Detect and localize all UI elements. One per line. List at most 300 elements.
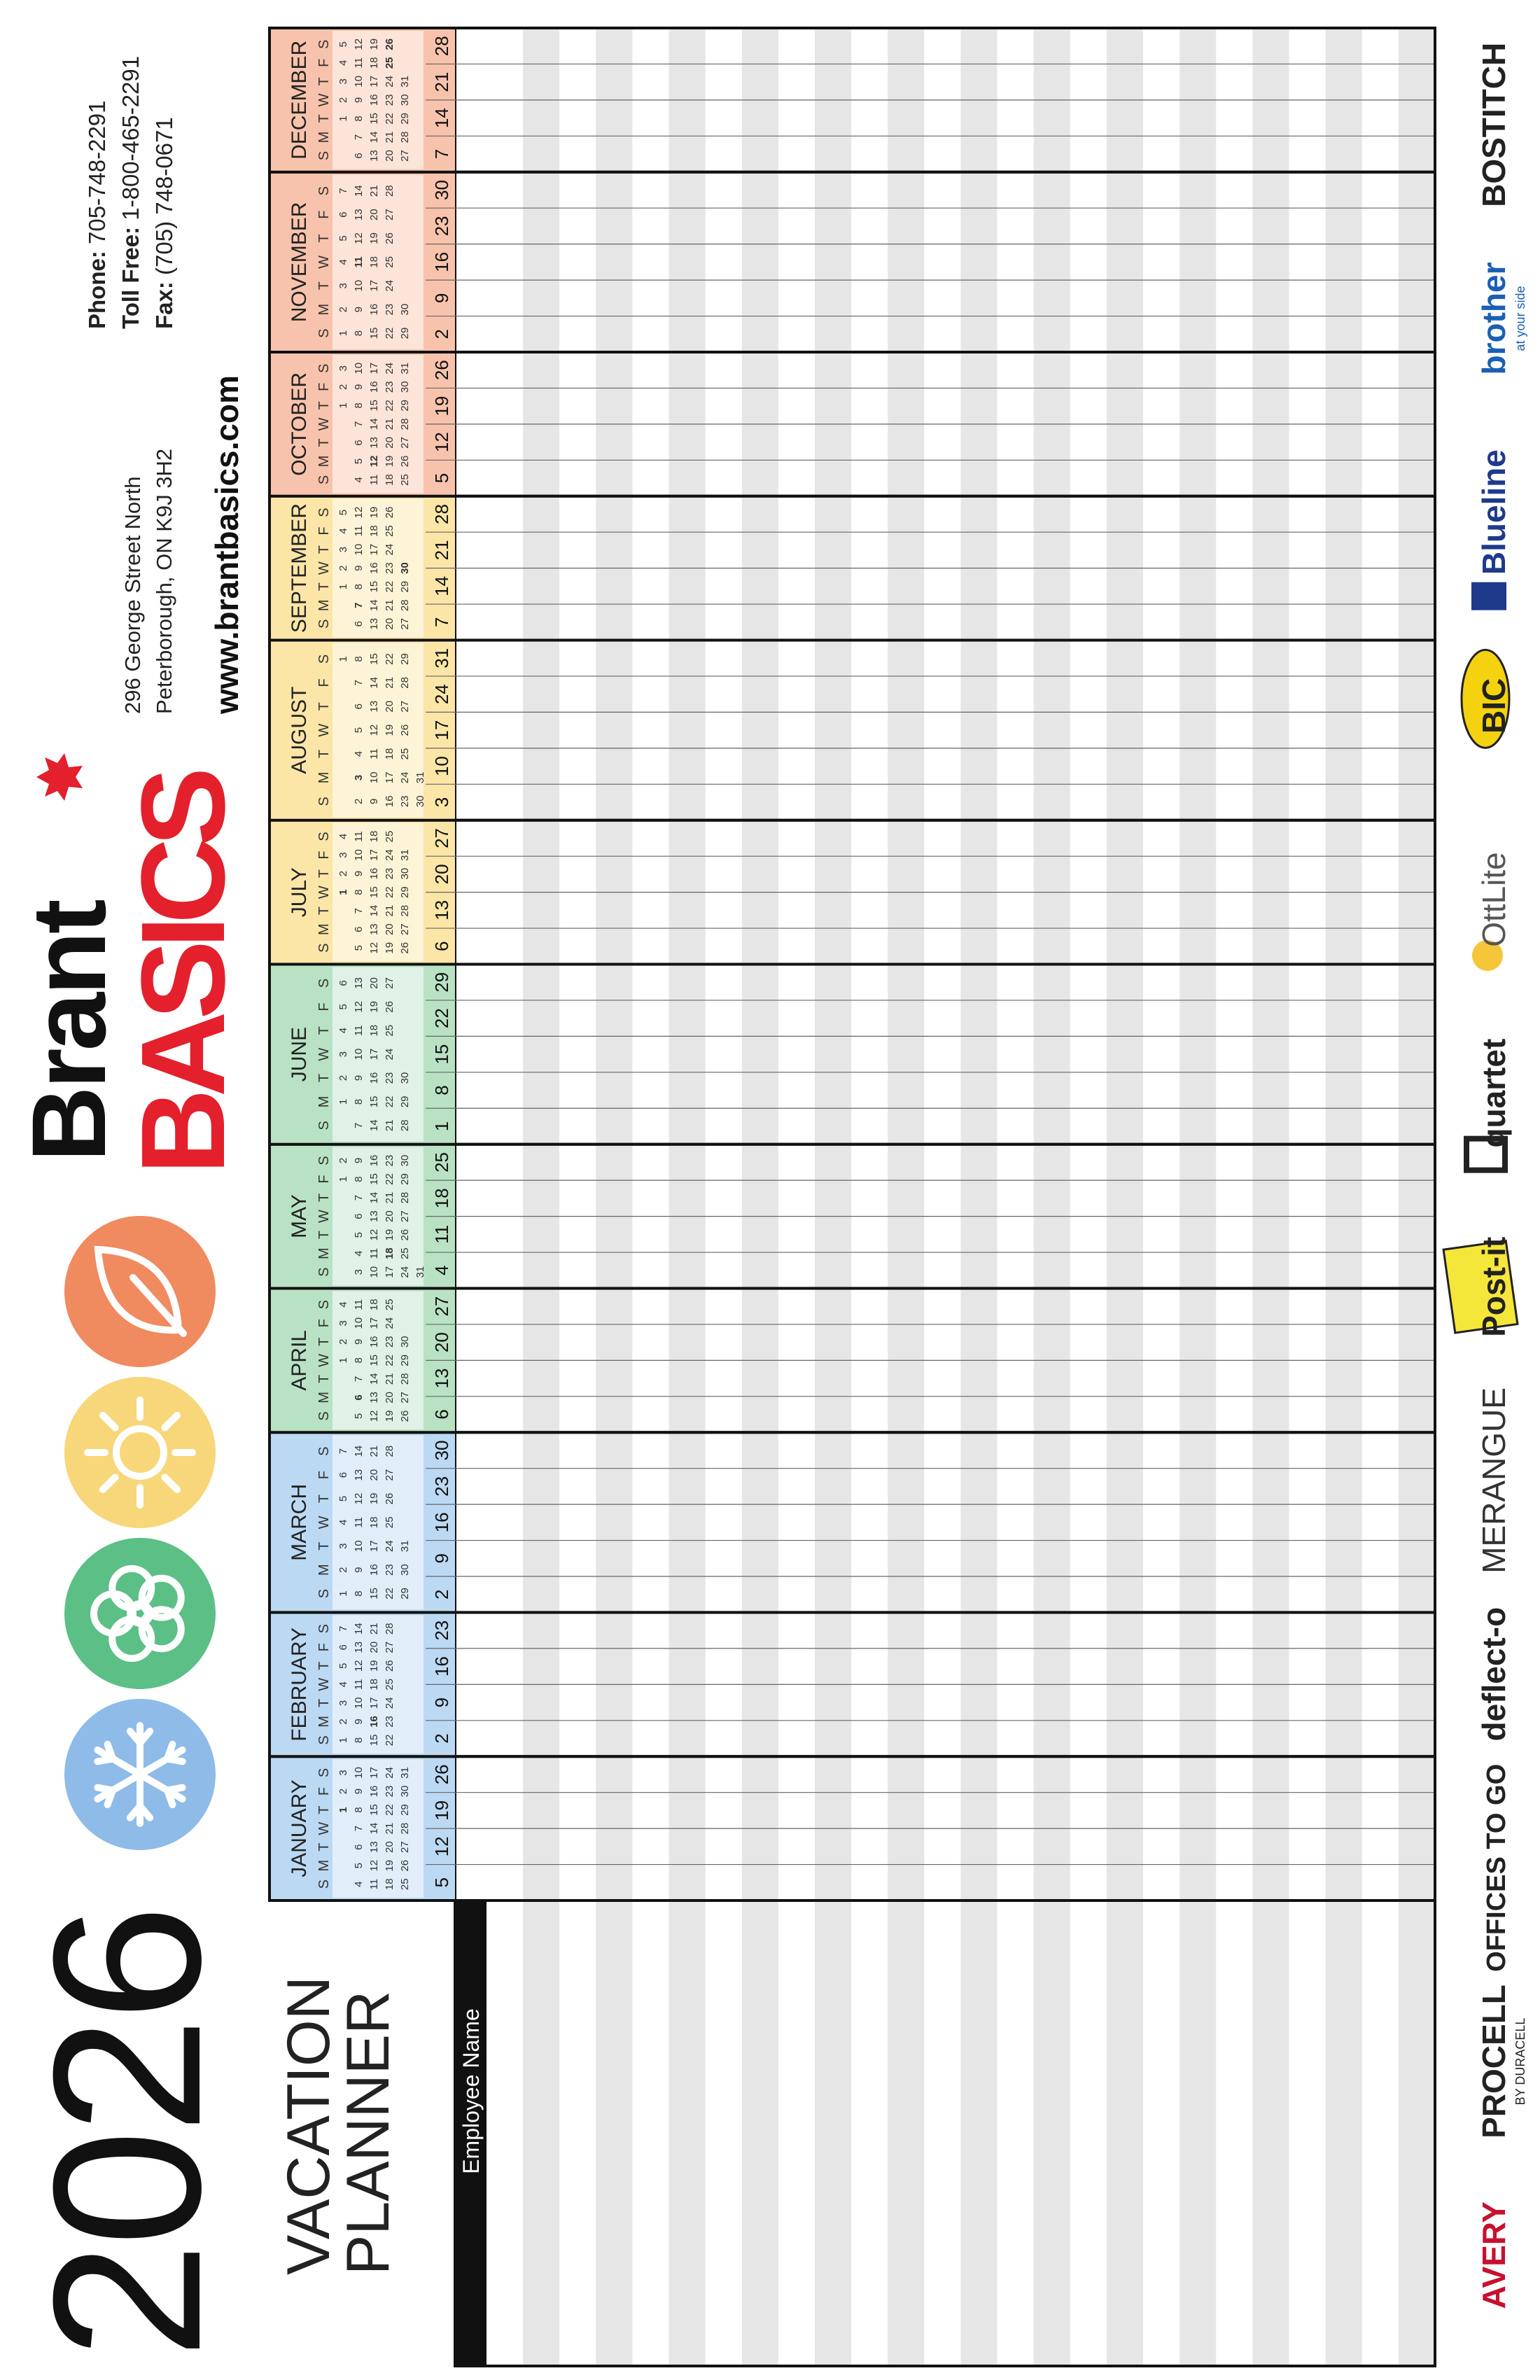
deflecto-logo-text: deflect-o	[1476, 1606, 1512, 1742]
mini-calendar-day: 12	[368, 455, 380, 468]
weekday-initial: F	[316, 850, 332, 860]
mini-calendar-day: 28	[384, 1445, 396, 1457]
mini-calendar-day: 5	[337, 1495, 349, 1502]
weekday-initial: T	[316, 906, 332, 916]
week-start-date: 7	[431, 617, 452, 628]
employee-row	[1034, 28, 1070, 2366]
mini-calendar-day: 19	[384, 455, 396, 468]
mini-calendar-day: 12	[353, 38, 365, 50]
employee-row	[1143, 28, 1180, 2366]
mini-calendar-day: 15	[368, 580, 380, 593]
weekday-initial: S	[316, 978, 332, 988]
mini-calendar-day: 9	[353, 1718, 365, 1725]
month-name: SEPTEMBER	[288, 503, 311, 634]
mini-calendar-day: 15	[368, 886, 380, 898]
week-start-date: 9	[431, 293, 452, 304]
mini-calendar-day: 22	[384, 580, 396, 593]
weekday-initial: T	[316, 1026, 332, 1035]
mini-calendar-day: 6	[353, 440, 365, 446]
procell-logo-text: PROCELL	[1476, 1984, 1512, 2138]
mini-calendar-day: 17	[368, 849, 380, 861]
employee-row	[632, 28, 668, 2366]
week-start-date: 15	[431, 1044, 452, 1065]
mini-calendar-day: 18	[384, 748, 396, 760]
mini-calendar-day: 18	[368, 256, 380, 268]
week-start-date: 12	[431, 1836, 452, 1857]
week-start-date: 23	[431, 1476, 452, 1497]
mini-calendar-day: 25	[384, 830, 396, 843]
mini-calendar-day: 6	[353, 704, 365, 710]
mini-calendar-day: 23	[384, 1564, 396, 1576]
weekday-initial: F	[316, 1319, 332, 1328]
weekday-initial: T	[316, 702, 332, 711]
mini-calendar-day: 12	[353, 506, 365, 519]
weekday-initial: T	[316, 1073, 332, 1083]
mini-calendar-day: 30	[399, 94, 411, 106]
post-it-logo-text: Post-it	[1476, 1236, 1512, 1337]
mini-calendar-day: 30	[399, 1336, 411, 1348]
season-circle-2	[64, 1538, 216, 1689]
mini-calendar-day: 13	[368, 1841, 380, 1853]
mini-calendar-day: 17	[368, 1697, 380, 1709]
mini-calendar-day: 16	[368, 381, 380, 393]
mini-calendar-day: 21	[384, 418, 396, 430]
employee-row	[1070, 28, 1107, 2366]
brant-basics-logo	[10, 753, 250, 1175]
mini-calendar-day: 29	[399, 1173, 411, 1185]
vendor-logo-strip	[1443, 43, 1527, 2309]
employee-row	[669, 28, 706, 2366]
mini-calendar-day: 22	[384, 399, 396, 412]
deflecto-logo	[1476, 1607, 1512, 1742]
mini-calendar-day: 30	[399, 381, 411, 393]
maple-leaf-icon	[36, 753, 83, 801]
mini-calendar-day: 4	[337, 833, 349, 840]
weekday-initial: S	[316, 186, 332, 196]
week-start-date: 2	[431, 1589, 452, 1600]
week-start-date: 14	[431, 108, 452, 129]
week-start-date: 8	[431, 1085, 452, 1096]
month-name: JANUARY	[288, 1779, 311, 1877]
mini-calendar-day: 2	[337, 1718, 349, 1725]
mini-calendar-day: 16	[368, 1336, 380, 1348]
mini-calendar-day: 11	[368, 1878, 380, 1890]
weekday-initial: T	[316, 1698, 332, 1707]
mini-calendar-day: 20	[368, 977, 380, 989]
planner-grid	[270, 28, 1435, 2366]
mini-calendar-day: 2	[353, 798, 365, 804]
ottlite-logo	[1472, 852, 1512, 971]
week-start-date: 22	[431, 1008, 452, 1029]
weekday-initial: T	[316, 401, 332, 410]
mini-calendar-day: 17	[384, 1266, 396, 1278]
mini-calendar-day: 26	[384, 38, 396, 50]
mini-calendar-day: 14	[368, 599, 380, 612]
mini-calendar-day: 28	[399, 677, 411, 689]
mini-calendar-day: 13	[368, 700, 380, 713]
week-start-date: 21	[431, 71, 452, 92]
mini-calendar-day: 25	[384, 1679, 396, 1690]
mini-calendar-day: 3	[353, 1269, 365, 1275]
mini-calendar-day: 8	[353, 1737, 365, 1744]
weekday-initial: T	[316, 749, 332, 759]
weekday-initial: F	[316, 210, 332, 219]
month-name: APRIL	[288, 1330, 311, 1391]
mini-calendar-day: 9	[368, 798, 380, 804]
mini-calendar-day: 17	[368, 1317, 380, 1329]
mini-calendar-day: 21	[384, 1822, 396, 1835]
week-start-date: 17	[431, 720, 452, 741]
mini-calendar-day: 1	[337, 1737, 349, 1744]
mini-calendar-day: 30	[399, 1785, 411, 1798]
mini-calendar-day: 1	[337, 889, 349, 895]
mini-calendar-day: 15	[368, 1173, 380, 1185]
mini-calendar-day: 14	[368, 1373, 380, 1385]
mini-calendar-day: 11	[353, 831, 365, 842]
mini-calendar-day: 22	[384, 327, 396, 340]
mini-calendar-day: 13	[353, 1641, 365, 1653]
mini-calendar-day: 10	[353, 1697, 365, 1709]
mini-calendar-day: 13	[353, 977, 365, 989]
mini-calendar-day: 17	[368, 76, 380, 88]
mini-calendar-day: 14	[368, 1191, 380, 1204]
mini-calendar-day: 6	[353, 621, 365, 627]
mini-calendar-day: 7	[353, 134, 365, 141]
mini-calendar-day: 9	[353, 384, 365, 390]
mini-calendar-day: 26	[384, 1000, 396, 1013]
contact-line-1	[84, 100, 110, 329]
weekday-initial: M	[316, 303, 332, 316]
weekday-initial: M	[316, 771, 332, 784]
weekday-initial: S	[316, 328, 332, 338]
week-start-date: 16	[431, 251, 452, 272]
mini-calendar-day: 3	[353, 774, 365, 781]
weekday-initial: M	[316, 1247, 332, 1260]
week-start-date: 5	[431, 1877, 452, 1888]
mini-calendar-day: 28	[384, 185, 396, 197]
mini-calendar-day: 24	[384, 849, 396, 861]
mini-calendar-day: 31	[399, 362, 411, 374]
mini-calendar-day: 22	[384, 1734, 396, 1746]
contact-line-3	[151, 117, 177, 329]
month-name: MAY	[288, 1194, 311, 1238]
mini-calendar-day: 15	[368, 1588, 380, 1600]
mini-calendar-day: 6	[337, 1644, 349, 1651]
mini-calendar-day: 19	[368, 38, 380, 50]
weekday-initial: T	[316, 1805, 332, 1814]
week-start-date: 29	[431, 972, 452, 993]
mini-calendar-day: 24	[384, 1317, 396, 1329]
mini-calendar-day: 2	[337, 306, 349, 313]
mini-calendar-day: 12	[353, 232, 365, 244]
mini-calendar-day: 1	[337, 656, 349, 662]
mini-calendar-day: 10	[353, 1048, 365, 1060]
weekday-initial: W	[316, 1210, 332, 1224]
mini-calendar-day: 25	[399, 1878, 411, 1891]
procell-logo	[1476, 1984, 1527, 2138]
mini-calendar-day: 4	[353, 1250, 365, 1256]
brand-line-1: Brant	[10, 902, 127, 1162]
bostitch-logo-text: BOSTITCH	[1476, 42, 1512, 207]
employee-row	[486, 28, 523, 2366]
weekday-initial: W	[316, 93, 332, 107]
weekday-initial: F	[316, 678, 332, 687]
mini-calendar-day: 16	[368, 1785, 380, 1798]
mini-calendar-day: 4	[337, 259, 349, 265]
mini-calendar-day: 2	[337, 1338, 349, 1345]
mini-calendar-day: 19	[368, 1492, 380, 1505]
weekday-initial: S	[316, 797, 332, 806]
mini-calendar-day: 10	[353, 362, 365, 374]
mini-calendar-day: 3	[337, 546, 349, 553]
mini-calendar-day: 30	[399, 1072, 411, 1084]
mini-calendar-day: 27	[399, 617, 411, 630]
mini-calendar-day: 27	[384, 1469, 396, 1481]
mini-calendar-day: 6	[353, 1394, 365, 1401]
mini-calendar-day: 14	[368, 131, 380, 144]
weekday-initial: S	[316, 150, 332, 161]
blueline-logo-text: Blueline	[1476, 449, 1512, 575]
mini-calendar-day: 8	[353, 330, 365, 337]
week-start-date: 13	[431, 1368, 452, 1389]
mini-calendar-day: 28	[399, 1373, 411, 1385]
weekday-initial: T	[316, 1541, 332, 1550]
mini-calendar-day: 14	[353, 1623, 365, 1635]
mini-calendar-day: 31	[399, 849, 411, 861]
weekday-initial: W	[316, 255, 332, 269]
mini-calendar-day: 24	[384, 279, 396, 292]
mini-calendar-day: 1	[337, 330, 349, 337]
mini-calendar-day: 21	[384, 1191, 396, 1204]
mini-calendar-day: 23	[384, 1336, 396, 1348]
mini-calendar-day: 25	[384, 256, 396, 268]
mini-calendar-day: 20	[368, 1641, 380, 1653]
mini-calendar-day: 27	[399, 700, 411, 713]
mini-calendar-day: 27	[384, 1641, 396, 1653]
mini-calendar-day: 13	[368, 437, 380, 449]
weekday-initial: S	[316, 1768, 332, 1778]
season-circle-1	[64, 1699, 216, 1850]
mini-calendar-day: 17	[368, 1048, 380, 1060]
mini-calendar-day: 4	[337, 1681, 349, 1688]
mini-calendar-day: 26	[384, 1492, 396, 1505]
mini-calendar-day: 14	[368, 1822, 380, 1835]
week-start-date: 7	[431, 148, 452, 160]
mini-calendar-day: 28	[399, 904, 411, 917]
mini-calendar-day: 13	[353, 1469, 365, 1481]
weekday-initial: F	[316, 1470, 332, 1480]
offices-to-go-logo-text: OFFICES TO GO	[1482, 1763, 1511, 1972]
mini-calendar-day: 7	[353, 602, 365, 608]
mini-calendar-day: 5	[337, 1662, 349, 1669]
employee-row	[924, 28, 960, 2366]
mini-calendar-day: 27	[399, 437, 411, 449]
contact-value: 705-748-2291	[84, 100, 110, 251]
mini-calendar-day: 6	[353, 153, 365, 159]
mini-calendar-day: 24	[399, 1266, 411, 1278]
weekday-initial: S	[316, 1624, 332, 1634]
mini-calendar-day: 28	[399, 1822, 411, 1835]
mini-calendar-day: 5	[337, 1004, 349, 1010]
mini-calendar-day: 21	[368, 185, 380, 197]
mini-calendar-day: 9	[353, 97, 365, 104]
mini-calendar-day: 13	[368, 923, 380, 936]
mini-calendar-day: 21	[384, 131, 396, 144]
mini-calendar-day: 6	[353, 926, 365, 932]
season-circle-4	[64, 1216, 216, 1367]
mini-calendar-day: 20	[384, 437, 396, 449]
weekday-initial: T	[316, 1661, 332, 1670]
mini-calendar-day: 19	[368, 232, 380, 244]
mini-calendar-day: 3	[337, 1051, 349, 1058]
mini-calendar-day: 14	[368, 418, 380, 430]
mini-calendar-day: 11	[353, 525, 365, 537]
week-start-date: 28	[431, 504, 452, 524]
weekday-initial: S	[316, 1267, 332, 1277]
mini-calendar-day: 2	[337, 384, 349, 390]
employee-name-header: Employee Name	[458, 2008, 484, 2174]
employee-row	[888, 28, 924, 2366]
mini-calendar-day: 11	[353, 1679, 365, 1690]
mini-calendar-day: 16	[384, 795, 396, 808]
mini-calendar-day: 22	[384, 1096, 396, 1108]
mini-calendar-day: 7	[353, 907, 365, 914]
week-start-date: 13	[431, 899, 452, 920]
mini-calendar-day: 8	[353, 1590, 365, 1597]
week-start-date: 4	[431, 1265, 452, 1275]
title-line-1: VACATION	[275, 1976, 342, 2275]
mini-calendar-day: 8	[353, 584, 365, 590]
week-start-date: 24	[431, 684, 452, 705]
weekday-initial: T	[316, 1337, 332, 1346]
mini-calendar-day: 23	[384, 562, 396, 574]
week-start-date: 3	[431, 797, 452, 808]
mini-calendar-day: 21	[384, 1373, 396, 1385]
mini-calendar-day: 7	[337, 1448, 349, 1455]
mini-calendar-day: 22	[384, 1804, 396, 1816]
mini-calendar-day: 9	[353, 565, 365, 571]
mini-calendar-day: 21	[368, 1445, 380, 1457]
mini-calendar-day: 2	[337, 565, 349, 571]
mini-calendar-day: 21	[384, 904, 396, 917]
mini-calendar-day: 27	[399, 1841, 411, 1853]
mini-calendar-day: 27	[399, 1210, 411, 1222]
mini-calendar-day: 26	[399, 941, 411, 954]
week-start-date: 23	[431, 1620, 452, 1641]
week-start-date: 16	[431, 1656, 452, 1677]
season-circle-3	[64, 1377, 216, 1528]
month-name: FEBRUARY	[288, 1627, 311, 1742]
mini-calendar-day: 26	[399, 1410, 411, 1422]
mini-calendar-day: 2	[337, 97, 349, 104]
mini-calendar-day: 3	[337, 1700, 349, 1707]
mini-calendar-day: 27	[384, 209, 396, 220]
mini-calendar-day: 3	[337, 1320, 349, 1326]
mini-calendar-day: 1	[337, 1098, 349, 1105]
bic-logo	[1462, 650, 1512, 748]
mini-calendar-day: 7	[353, 680, 365, 686]
mini-calendar-day: 31	[399, 76, 411, 88]
mini-calendar-day: 31	[399, 1767, 411, 1779]
mini-calendar-day: 29	[399, 1804, 411, 1816]
mini-calendar-day: 9	[353, 1074, 365, 1082]
employee-row	[1326, 28, 1362, 2366]
weekday-initial: S	[316, 1879, 332, 1889]
mini-calendar-day: 11	[353, 256, 365, 268]
quartet-logo	[1466, 1039, 1512, 1170]
weekday-initial: F	[316, 526, 332, 536]
mini-calendar-day: 15	[368, 653, 380, 665]
mini-calendar-day: 18	[368, 1024, 380, 1037]
mini-calendar-day: 4	[337, 1301, 349, 1308]
offices-to-go-logo	[1482, 1764, 1511, 1972]
bostitch-logo	[1476, 43, 1512, 207]
mini-calendar-day: 4	[353, 477, 365, 483]
mini-calendar-day: 7	[353, 1194, 365, 1201]
employee-row	[778, 28, 815, 2366]
mini-calendar-day: 2	[337, 870, 349, 877]
employee-row	[706, 28, 742, 2366]
mini-calendar-day: 29	[399, 1588, 411, 1600]
weekday-initial: M	[316, 923, 332, 936]
mini-calendar-day: 9	[353, 870, 365, 877]
weekday-initial: W	[316, 1353, 332, 1367]
week-start-date: 21	[431, 540, 452, 561]
mini-calendar-day: 23	[384, 1154, 396, 1167]
weekday-initial: W	[316, 886, 332, 899]
weekday-initial: S	[316, 1411, 332, 1421]
brother-logo-text: brother	[1476, 262, 1512, 375]
title-line-2: PLANNER	[335, 1990, 402, 2275]
mini-calendar-day: 8	[353, 402, 365, 409]
week-start-date: 1	[431, 1121, 452, 1132]
mini-calendar-day: 5	[353, 1231, 365, 1238]
mini-calendar-day: 16	[368, 303, 380, 316]
mini-calendar-day: 25	[384, 1516, 396, 1529]
mini-calendar-day: 30	[399, 303, 411, 316]
contact-value: 1-800-465-2291	[118, 55, 144, 227]
mini-calendar-day: 5	[337, 235, 349, 241]
weekday-initial: W	[316, 561, 332, 575]
mini-calendar-day: 16	[368, 1154, 380, 1167]
weekday-initial: F	[316, 1175, 332, 1184]
mini-calendar-day: 24	[384, 1048, 396, 1060]
weekday-initial: M	[316, 1096, 332, 1108]
mini-calendar-day: 23	[384, 94, 396, 106]
employee-row	[1362, 28, 1399, 2366]
mini-calendar-day: 18	[368, 830, 380, 843]
mini-calendar-day: 29	[399, 113, 411, 125]
mini-calendar-day: 30	[399, 1564, 411, 1576]
mini-calendar-day: 26	[384, 232, 396, 244]
mini-calendar-day: 12	[368, 1859, 380, 1872]
weekday-initial: S	[316, 619, 332, 629]
week-start-date: 31	[431, 648, 452, 668]
weekday-initial: F	[316, 58, 332, 67]
mini-calendar-day: 23	[384, 1072, 396, 1084]
mini-calendar-day: 18	[368, 1298, 380, 1311]
week-start-date: 5	[431, 472, 452, 484]
weekday-initial: M	[316, 455, 332, 468]
mini-calendar-day: 24	[384, 543, 396, 556]
mini-calendar-day: 30	[399, 867, 411, 880]
mini-calendar-day: 4	[337, 1028, 349, 1034]
weekday-initial: T	[316, 1231, 332, 1240]
mini-calendar-day: 28	[399, 599, 411, 612]
week-start-date: 9	[431, 1697, 452, 1708]
mini-calendar-day: 29	[399, 653, 411, 665]
mini-calendar-day: 6	[353, 1213, 365, 1219]
